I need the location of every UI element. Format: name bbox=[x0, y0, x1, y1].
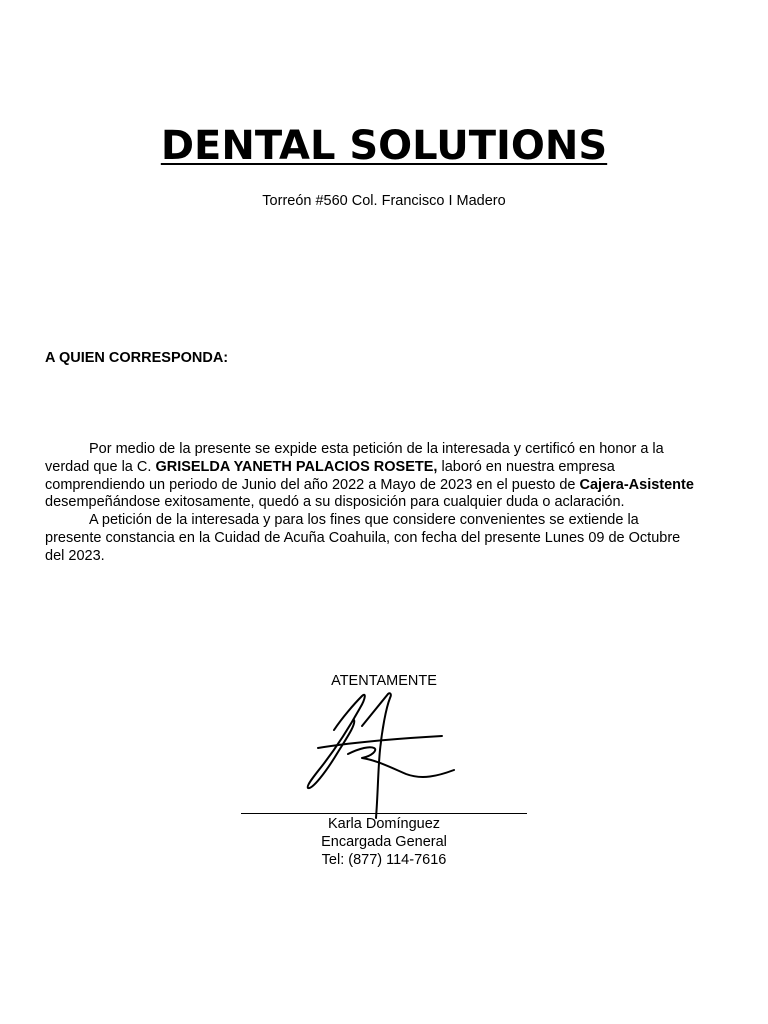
body-line bbox=[45, 477, 725, 495]
body-line: presente constancia en la Cuidad de Acuña Coahuila, con fecha del presente Lunes 09 de Octubre bbox=[45, 529, 681, 546]
body-line: del 2023. bbox=[45, 547, 105, 564]
signer-phone: Tel: (877) 114-7616 bbox=[321, 852, 447, 868]
body-text-segment: laboró en nuestra empresa bbox=[437, 458, 615, 475]
signer-name: Karla Domínguez bbox=[327, 816, 441, 832]
body-text-segment: verdad que la C. bbox=[45, 458, 156, 475]
company-name: DENTAL SOLUTIONS bbox=[160, 123, 608, 169]
employee-role: Cajera-Asistente bbox=[579, 476, 694, 493]
body-line: desempeñándose exitosamente, quedó a su disposición para cualquier duda o aclaración. bbox=[45, 494, 625, 511]
company-address: Torreón #560 Col. Francisco I Madero bbox=[262, 193, 506, 209]
body-text-segment: comprendiendo un periodo de Junio del año 2022 a Mayo de 2023 en el puesto de bbox=[45, 476, 580, 493]
company-title bbox=[0, 122, 768, 170]
salutation: A QUIEN CORRESPONDA: bbox=[45, 350, 229, 366]
body-line: A petición de la interesada y para los fines que considere convenientes se extiende la bbox=[89, 512, 639, 529]
body-line: Por medio de la presente se expide esta petición de la interesada y certificó en honor a la bbox=[89, 441, 664, 457]
signer-block bbox=[240, 815, 528, 869]
employee-name: GRISELDA YANETH PALACIOS ROSETE, bbox=[155, 458, 438, 475]
letter-body bbox=[45, 441, 725, 566]
closing-text: ATENTAMENTE bbox=[331, 673, 437, 689]
closing-block bbox=[240, 672, 528, 690]
signature-line bbox=[241, 813, 527, 814]
body-line bbox=[45, 459, 725, 477]
handwritten-signature bbox=[296, 690, 466, 820]
signer-position: Encargada General bbox=[321, 834, 447, 850]
